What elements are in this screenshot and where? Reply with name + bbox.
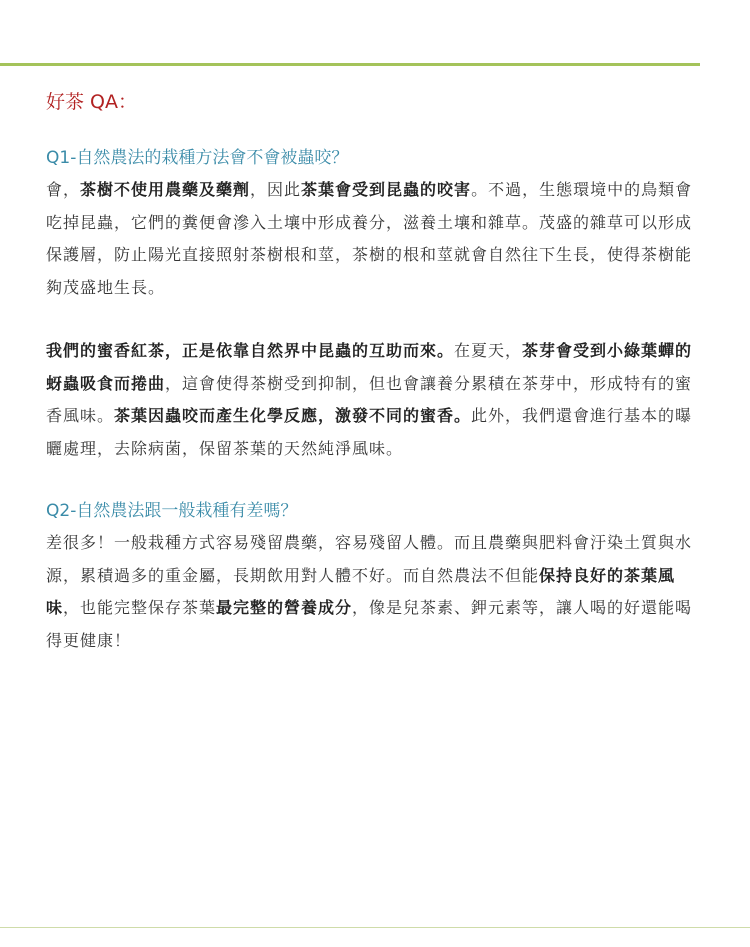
emphasis-text: 茶樹不使用農藥及藥劑 (80, 180, 251, 199)
body-text: 在夏天， (454, 341, 523, 360)
bottom-divider (0, 927, 750, 928)
emphasis-text: 保持良好的茶葉風味 (46, 565, 676, 617)
answer-1-paragraph-2 (46, 335, 696, 465)
qa-article (46, 86, 696, 657)
body-text: ，這會使得茶樹受到抑制，但也會讓養分累積在茶芽中，形成特有的蜜香風味。 (46, 373, 693, 425)
question-1: Q1-自然農法的栽種方法會不會被蟲咬？ (46, 148, 349, 168)
top-divider (0, 63, 700, 66)
section-title: 好茶 QA： (46, 91, 137, 113)
body-text: 會， (46, 180, 81, 199)
emphasis-text: 茶葉因蟲咬而產生化學反應，激發不同的蜜香。 (114, 406, 472, 425)
body-text: 。不過，生態環境中的鳥類會吃掉昆蟲，它們的糞便會滲入土壤中形成養分，滋養土壤和雜草。茂盛的雜草可以形成保護層，防止陽光直接照射茶樹根和莖，茶樹的根和莖就會自然往下生長，使得茶樹能夠茂盛地生長。 (46, 180, 693, 297)
question-2: Q2-自然農法跟一般栽種有差嗎？ (46, 501, 298, 521)
body-text: ，像是兒茶素、鉀元素等，讓人喝的好還能喝得更健康！ (46, 598, 693, 650)
body-text: 差很多！一般栽種方式容易殘留農藥，容易殘留人體。而且農藥與肥料會汙染土質與水源，累積過多的重金屬，長期飲用對人體不好。而自然農法不但能 (46, 533, 693, 585)
answer-1-paragraph-1 (46, 174, 696, 304)
emphasis-text: 我們的蜜香紅茶，正是依靠自然界中昆蟲的互助而來。 (46, 341, 455, 360)
body-text: ，也能完整保存茶葉 (63, 598, 217, 617)
emphasis-text: 茶芽會受到小綠葉蟬的蚜蟲吸食而捲曲 (46, 341, 693, 393)
emphasis-text: 茶葉會受到昆蟲的咬害 (301, 180, 472, 199)
body-text: 此外，我們還會進行基本的曝曬處理，去除病菌，保留茶葉的天然純淨風味。 (46, 406, 693, 458)
body-text: ，因此 (250, 180, 302, 199)
emphasis-text: 最完整的營養成分 (216, 598, 353, 617)
answer-2-paragraph-1 (46, 527, 696, 657)
